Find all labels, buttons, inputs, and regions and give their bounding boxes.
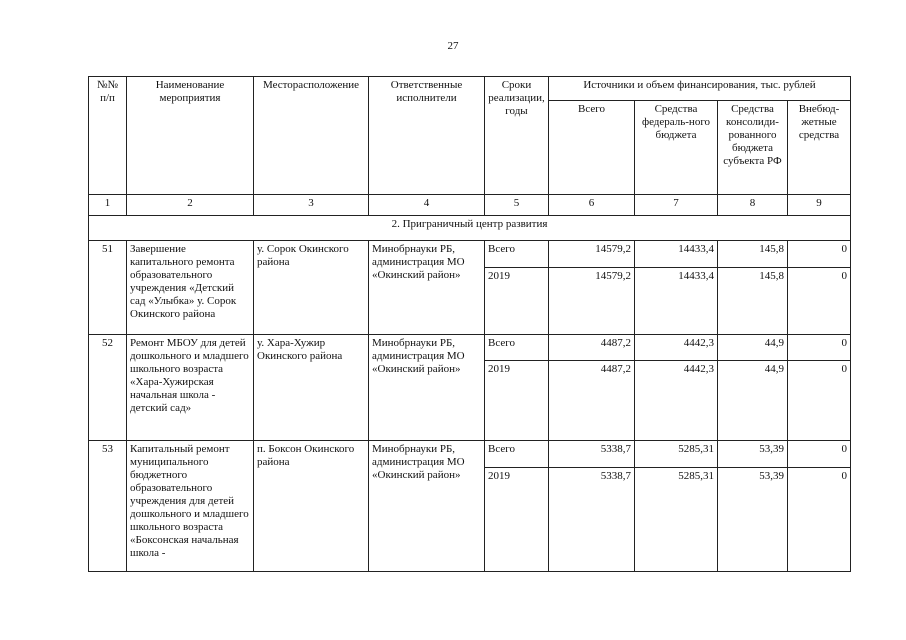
funding-extra: 0 — [788, 361, 851, 441]
funding-total: 4487,2 — [549, 361, 635, 441]
funding-regional: 145,8 — [718, 241, 788, 268]
column-number: 9 — [788, 195, 851, 216]
period-term: 2019 — [485, 268, 549, 335]
funding-total: 4487,2 — [549, 335, 635, 361]
header-name: Наименование мероприятия — [127, 77, 254, 195]
funding-extra: 0 — [788, 241, 851, 268]
header-row-1 — [89, 77, 851, 101]
funding-regional: 145,8 — [718, 268, 788, 335]
page-number: 27 — [447, 40, 459, 52]
period-term: 2019 — [485, 361, 549, 441]
column-number: 5 — [485, 195, 549, 216]
header-regional: Средства консолиди-рованного бюджета субъекта РФ — [718, 101, 788, 195]
column-number: 6 — [549, 195, 635, 216]
event-location: п. Боксон Окинского района — [254, 441, 369, 572]
funding-federal: 14433,4 — [635, 268, 718, 335]
period-term: 2019 — [485, 468, 549, 572]
header-federal: Средства федераль-ного бюджета — [635, 101, 718, 195]
period-term: Всего — [485, 241, 549, 268]
event-name: Ремонт МБОУ для детей дошкольного и младшего школьного возраста «Хара-Хужирская начальная школа - детский сад» — [127, 335, 254, 441]
table-row — [89, 441, 851, 468]
funding-federal: 5285,31 — [635, 441, 718, 468]
table-row — [89, 241, 851, 268]
funding-extra: 0 — [788, 335, 851, 361]
column-number: 4 — [369, 195, 485, 216]
funding-federal: 5285,31 — [635, 468, 718, 572]
event-location: у. Хара-Хужир Окинского района — [254, 335, 369, 441]
row-number: 51 — [89, 241, 127, 335]
funding-total: 5338,7 — [549, 441, 635, 468]
event-location: у. Сорок Окинского района — [254, 241, 369, 335]
header-extra: Внебюд-жетные средства — [788, 101, 851, 195]
funding-extra: 0 — [788, 468, 851, 572]
column-number: 7 — [635, 195, 718, 216]
funding-regional: 44,9 — [718, 335, 788, 361]
event-name: Капитальный ремонт муниципального бюджетного образовательного учреждения для детей дошкольного и младшего школьного возраста «Боксонская начальная школа - — [127, 441, 254, 572]
event-executors: Минобрнауки РБ, администрация МО «Окинский район» — [369, 441, 485, 572]
column-numbers-row — [89, 195, 851, 216]
funding-regional: 44,9 — [718, 361, 788, 441]
funding-total: 5338,7 — [549, 468, 635, 572]
header-terms: Сроки реализации, годы — [485, 77, 549, 195]
row-number: 52 — [89, 335, 127, 441]
period-term: Всего — [485, 441, 549, 468]
funding-regional: 53,39 — [718, 441, 788, 468]
header-sources: Источники и объем финансирования, тыс. рублей — [549, 77, 851, 101]
section-row — [89, 216, 851, 241]
funding-total: 14579,2 — [549, 241, 635, 268]
header-location: Месторасположение — [254, 77, 369, 195]
column-number: 8 — [718, 195, 788, 216]
funding-table — [88, 76, 851, 572]
event-name: Завершение капитального ремонта образовательного учреждения «Детский сад «Улыбка» у. Сорок Окинского района — [127, 241, 254, 335]
column-number: 3 — [254, 195, 369, 216]
event-executors: Минобрнауки РБ, администрация МО «Окинский район» — [369, 335, 485, 441]
funding-regional: 53,39 — [718, 468, 788, 572]
event-executors: Минобрнауки РБ, администрация МО «Окинский район» — [369, 241, 485, 335]
funding-total: 14579,2 — [549, 268, 635, 335]
funding-extra: 0 — [788, 268, 851, 335]
funding-federal: 14433,4 — [635, 241, 718, 268]
header-no: №№ п/п — [89, 77, 127, 195]
period-term: Всего — [485, 335, 549, 361]
row-number: 53 — [89, 441, 127, 572]
section-title: 2. Приграничный центр развития — [89, 216, 851, 241]
header-total: Всего — [549, 101, 635, 195]
funding-federal: 4442,3 — [635, 335, 718, 361]
table-row — [89, 335, 851, 361]
header-executors: Ответственные исполнители — [369, 77, 485, 195]
column-number: 2 — [127, 195, 254, 216]
funding-extra: 0 — [788, 441, 851, 468]
funding-federal: 4442,3 — [635, 361, 718, 441]
column-number: 1 — [89, 195, 127, 216]
